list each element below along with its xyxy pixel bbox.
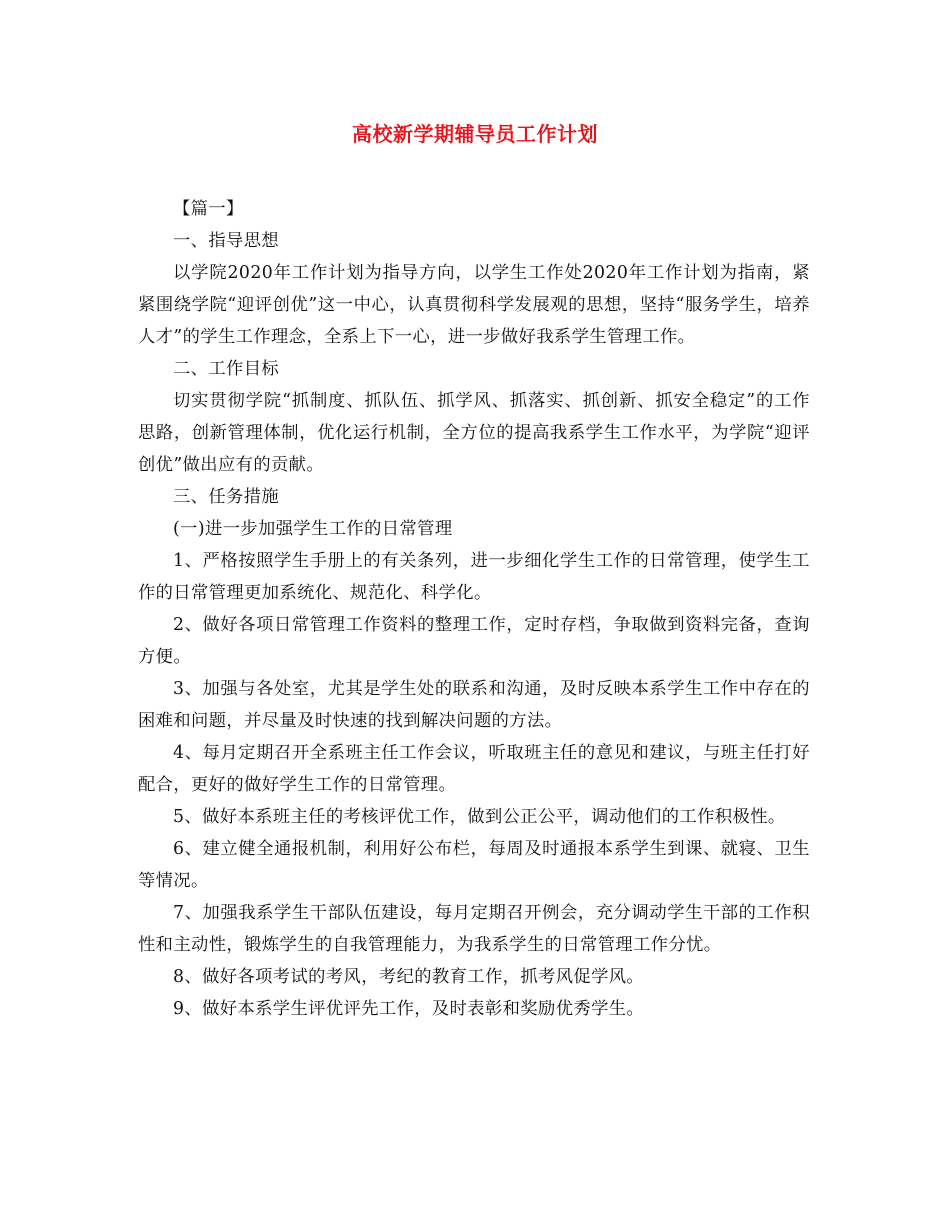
list-item: 2、做好各项日常管理工作资料的整理工作，定时存档，争取做到资料完备，查询方便。 xyxy=(138,615,810,667)
list-item: 8、做好各项考试的考风，考纪的教育工作，抓考风促学风。 xyxy=(173,967,645,987)
subsection-heading: (一)进一步加强学生工作的日常管理 xyxy=(173,519,453,539)
list-item: 1、严格按照学生手册上的有关条列，进一步细化学生工作的日常管理，使学生工作的日常管理更加系统化、规范化、科学化。 xyxy=(138,551,810,603)
section-heading: 一、指导思想 xyxy=(173,231,280,251)
section-heading: 二、工作目标 xyxy=(173,359,280,379)
body-paragraph: 以学院2020年工作计划为指导方向，以学生工作处2020年工作计划为指南，紧紧围绕学院“迎评创优”这一中心，认真贯彻科学发展观的思想，坚持“服务学生，培养人才”的学生工作理念，全系上下一心，进一步做好我系学生管理工作。 xyxy=(138,263,810,347)
list-item: 3、加强与各处室，尤其是学生处的联系和沟通，及时反映本系学生工作中存在的困难和问题，并尽量及时快速的找到解决问题的方法。 xyxy=(138,679,810,731)
document-title: 高校新学期辅导员工作计划 xyxy=(352,122,598,146)
list-item: 5、做好本系班主任的考核评优工作，做到公正公平，调动他们的工作积极性。 xyxy=(173,807,786,827)
document-body xyxy=(138,193,810,1025)
list-item: 9、做好本系学生评优评先工作，及时表彰和奖励优秀学生。 xyxy=(173,999,645,1019)
list-item: 6、建立健全通报机制，利用好公布栏，每周及时通报本系学生到课、就寝、卫生等情况。 xyxy=(138,839,810,891)
section-heading: 三、任务措施 xyxy=(173,487,280,507)
section-label: 【篇一】 xyxy=(173,199,244,219)
body-paragraph: 切实贯彻学院“抓制度、抓队伍、抓学风、抓落实、抓创新、抓安全稳定”的工作思路，创新管理体制，优化运行机制，全方位的提高我系学生工作水平，为学院“迎评创优”做出应有的贡献。 xyxy=(138,391,810,475)
list-item: 4、每月定期召开全系班主任工作会议，听取班主任的意见和建议，与班主任打好配合，更好的做好学生工作的日常管理。 xyxy=(138,743,810,795)
list-item: 7、加强我系学生干部队伍建设，每月定期召开例会，充分调动学生干部的工作积性和主动性，锻炼学生的自我管理能力，为我系学生的日常管理工作分忧。 xyxy=(138,903,810,955)
